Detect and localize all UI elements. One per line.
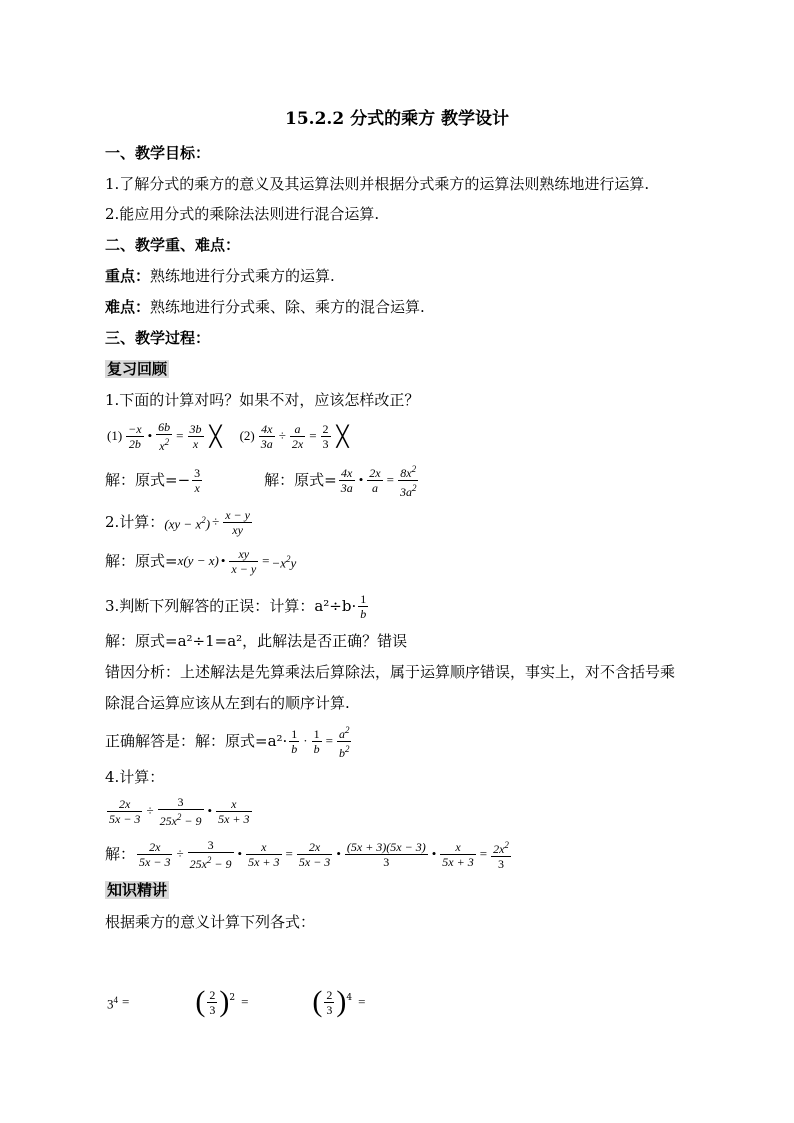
fraction: $\frac{2}{3}$: [209, 987, 216, 1017]
goal-2: 2.能应用分式的乘除法法则进行混合运算.: [105, 205, 380, 223]
fraction: $\frac{6b}{x^2}$: [158, 419, 171, 453]
key-label: 重点：: [105, 267, 151, 285]
knowledge-text: 根据乘方的意义计算下列各式：: [105, 913, 316, 931]
fraction: $\frac{1}{b}$: [313, 726, 320, 756]
knowledge-tag: 知识精讲: [107, 881, 168, 899]
fraction: $\frac{2x}{5x - 3}$: [109, 796, 141, 826]
question-4-solution: 解： $\frac{2x}{5x - 3}$ ÷ $\frac{3}{25x^2 - 9}$ • $\frac{x}{5x + 3}$ = $\frac{2x}{5x - 3}$ • $\frac{(5x + 3)(5x - 3)}{3}$ • $\frac{x}{5x + 3}$ = $\frac{2x^2}{3}$: [105, 837, 509, 871]
fraction: $\frac{2x}{a}$: [369, 465, 381, 495]
goal-1: 1.了解分式的乘方的意义及其运算法则并根据分式乘方的运算法则熟练地进行运算.: [105, 175, 650, 193]
fraction: $\frac{2}{3}$: [326, 987, 333, 1017]
fraction: $\frac{3}{x}$: [194, 465, 201, 495]
fraction: $\frac{2x^2}{3}$: [493, 839, 509, 871]
section-goals-heading: 一、教学目标：: [105, 144, 211, 162]
power-two-thirds-fourth: ( $\frac{2}{3}$ ) $^4$ =: [312, 985, 366, 1018]
question-4-expression: $\frac{2x}{5x - 3}$ ÷ $\frac{3}{25x^2 - 9}$ • $\frac{x}{5x + 3}$: [109, 794, 250, 828]
fraction: $\frac{3}{25x^2 - 9}$: [189, 837, 232, 871]
fraction: $\frac{2x}{5x - 3}$: [139, 839, 171, 869]
key-text: 熟练地进行分式乘方的运算.: [150, 267, 335, 285]
error-analysis-2: 除混合运算应该从左到右的顺序计算.: [105, 694, 350, 712]
fraction: $\frac{-x}{2b}$: [128, 421, 142, 451]
fraction: $\frac{x}{5x + 3}$: [248, 839, 280, 869]
question-1-expressions: (1) $\frac{-x}{2b}$ • $\frac{6b}{x^2}$ = $\frac{3b}{x}$ ╳ (2) $\frac{4x}{3a}$ ÷ $\frac{a}{2x}$ = $\frac{2}{3}$ ╳: [107, 419, 349, 453]
fraction: $\frac{1}{b}$: [360, 591, 367, 621]
fraction: $\frac{8x^2}{3a^2}$: [399, 463, 417, 499]
cross-mark-icon: ╳: [209, 424, 222, 448]
section-process-heading: 三、教学过程：: [105, 329, 211, 347]
fraction: $\frac{x - y}{xy}$: [225, 507, 250, 537]
power-two-thirds-squared: ( $\frac{2}{3}$ ) $^2$ =: [195, 985, 249, 1018]
question-1-solutions: 解：原式=− $\frac{3}{x}$ 解：原式= $\frac{4x}{3a}$ • $\frac{2x}{a}$ = $\frac{8x^2}{3a^2}$: [105, 463, 417, 499]
question-3-solution: 解：原式=a²÷1=a²，此解法是否正确？错误: [105, 632, 408, 650]
question-4: 4.计算：: [105, 768, 165, 786]
key-point: [105, 266, 335, 286]
review-tag: 复习回顾: [107, 360, 168, 378]
section-key-heading: 二、教学重、难点：: [105, 236, 241, 254]
difficult-text: 熟练地进行分式乘、除、乘方的混合运算.: [150, 298, 425, 316]
fraction: $\frac{xy}{x - y}$: [231, 546, 257, 576]
fraction: $\frac{a^2}{b^2}$: [338, 724, 350, 760]
fraction: $\frac{3b}{x}$: [189, 421, 202, 451]
power-exercises: $3^4$ = ( $\frac{2}{3}$ ) $^2$ = ( $\frac{2}{3}$ ) $^4$ =: [107, 985, 366, 1018]
fraction: $\frac{3}{25x^2 - 9}$: [159, 794, 202, 828]
error-analysis-1: 错因分析：上述解法是先算乘法后算除法，属于运算顺序错误，事实上，对不含括号乘: [105, 663, 676, 681]
fraction: $\frac{x}{5x + 3}$: [218, 796, 250, 826]
fraction: $\frac{4x}{3a}$: [340, 465, 353, 495]
fraction: $\frac{2x}{5x - 3}$: [298, 839, 331, 869]
cross-mark-icon: ╳: [336, 424, 349, 448]
difficult-point: [105, 297, 425, 317]
difficult-label: 难点：: [105, 298, 151, 316]
fraction: $\frac{a}{2x}$: [291, 421, 304, 451]
page-title: 15.2.2 分式的乘方 教学设计: [285, 109, 509, 129]
correct-solution: 正确解答是：解：原式=a²· $\frac{1}{b}$ · $\frac{1}{b}$ = $\frac{a^2}{b^2}$: [105, 724, 350, 760]
fraction: $\frac{x}{5x + 3}$: [442, 839, 474, 869]
fraction: $\frac{4x}{3a}$: [260, 421, 273, 451]
question-2-solution: 解：原式= x(y − x) • $\frac{xy}{x - y}$ = $-x^2y$: [105, 546, 297, 576]
fraction: $\frac{(5x + 3)(5x - 3)}{3}$: [346, 839, 426, 869]
question-1: 1.下面的计算对吗？如果不对，应该怎样改正？: [105, 391, 420, 409]
question-2: 2.计算： $(xy - x^2)$ ÷ $\frac{x - y}{xy}$: [105, 507, 250, 537]
fraction: $\frac{2}{3}$: [322, 421, 329, 451]
fraction: $\frac{1}{b}$: [291, 726, 298, 756]
question-3: 3.判断下列解答的正误：计算：a²÷b· $\frac{1}{b}$: [105, 591, 367, 621]
